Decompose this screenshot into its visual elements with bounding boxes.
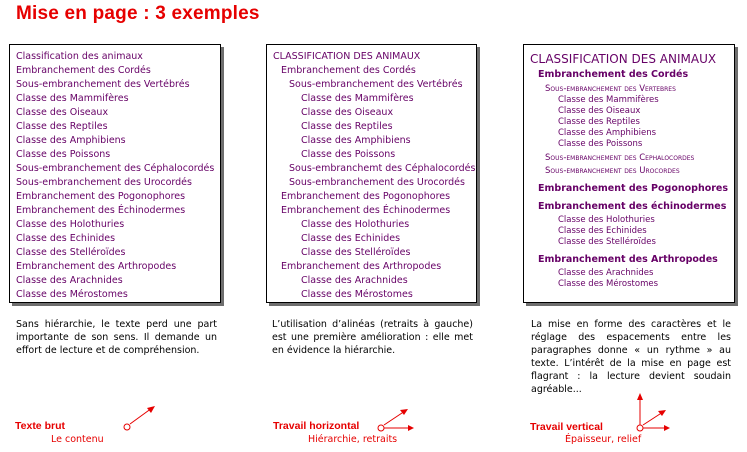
- list-item: Classe des Mérostomes: [558, 279, 659, 289]
- list-item: CLASSIFICATION DES ANIMAUX: [530, 52, 717, 66]
- list-item: Classe des Mérostomes: [301, 289, 413, 300]
- list-item: Classe des Amphibiens: [301, 135, 411, 146]
- list-item: Classe des Stelléroïdes: [558, 237, 656, 247]
- list-item: Classe des Arachnides: [16, 275, 123, 286]
- list-item: Classe des Holothuries: [558, 215, 655, 225]
- list-item: Classe des Mérostomes: [16, 289, 128, 300]
- list-item: Embranchement des Cordés: [538, 69, 689, 80]
- legend-sub-vertical: Épaisseur, relief: [565, 434, 642, 445]
- vertical-arrow-icon: [630, 390, 675, 435]
- list-item: Classe des Echinides: [16, 233, 116, 244]
- list-item: Embranchement des Échinodermes: [16, 205, 186, 216]
- list-item: Classe des Oiseaux: [558, 106, 641, 116]
- legend-sub-horizontal: Hiérarchie, retraits: [308, 434, 398, 445]
- list-item: Classe des Arachnides: [558, 268, 654, 278]
- caption-raw: Sans hiérarchie, le texte perd une part importante de son sens. Il demande un effort de lecture et de compréhension.: [16, 319, 217, 356]
- list-item: Sous-embranchement des Vertebres: [545, 84, 676, 94]
- list-item: Classe des Mammifères: [301, 93, 414, 104]
- legend-label-vertical: Travail vertical: [530, 421, 603, 433]
- list-item: Sous-embranchement des Urocordés: [16, 177, 192, 188]
- list-item: Classe des Poissons: [16, 149, 111, 160]
- list-item: Sous-embranchement des Céphalocordés: [16, 163, 215, 174]
- example-box-raw: [9, 44, 221, 303]
- indented-list: [273, 50, 476, 302]
- list-item: Embranchement des Pogonophores: [16, 191, 186, 202]
- list-item: Embranchement des Arthropodes: [16, 261, 177, 272]
- list-item: Sous-embranchement des Cephalocordes: [545, 153, 695, 163]
- horizontal-arrow-icon: [375, 400, 420, 435]
- list-item: Classe des Echinides: [301, 233, 401, 244]
- list-item: Classe des Poissons: [301, 149, 396, 160]
- list-item: Embranchement des Arthropodes: [538, 254, 718, 265]
- list-item: Classe des Stelléroïdes: [301, 247, 411, 258]
- list-item: Classe des Amphibiens: [16, 135, 126, 146]
- list-item: Sous-embranchement des Vertébrés: [289, 79, 463, 90]
- diagonal-arrow-icon: [120, 400, 160, 435]
- list-item: Embranchement des Pogonophores: [281, 191, 451, 202]
- page-title: Mise en page : 3 exemples: [16, 3, 260, 24]
- list-item: Classification des animaux: [16, 51, 143, 62]
- list-item: Sous-embranchement des Urocordés: [289, 177, 465, 188]
- list-item: Classe des Arachnides: [301, 275, 408, 286]
- example-box-horizontal: [266, 44, 477, 303]
- list-item: CLASSIFICATION DES ANIMAUX: [273, 51, 421, 62]
- caption-vertical: La mise en forme des caractères et le réglage des espacements entre les paragraphes donne « un rythme » au texte. L’intérêt de la mise en page est flagrant : la lecture devient soudain agréable...: [531, 319, 731, 395]
- list-item: Classe des Poissons: [558, 139, 643, 149]
- legend-sub-raw: Le contenu: [51, 434, 104, 445]
- list-item: Classe des Holothuries: [16, 219, 125, 230]
- list-item: Classe des Stelléroïdes: [16, 247, 126, 258]
- list-item: Classe des Echinides: [558, 226, 647, 236]
- raw-list: [16, 50, 220, 302]
- list-item: Classe des Amphibiens: [558, 128, 657, 138]
- caption-horizontal: L’utilisation d’alinéas (retraits à gauche) est une première amélioration : elle met en évidence la hiérarchie.: [272, 319, 473, 356]
- legend-label-horizontal: Travail horizontal: [273, 420, 360, 432]
- list-item: Embranchement des Cordés: [281, 65, 416, 76]
- list-item: Embranchement des échinodermes: [538, 201, 727, 212]
- list-item: Sous-embranchement des Vertébrés: [16, 79, 190, 90]
- list-item: Embranchement des Arthropodes: [281, 261, 442, 272]
- list-item: Classe des Mammifères: [558, 95, 659, 105]
- list-item: Embranchement des Pogonophores: [538, 183, 729, 194]
- list-item: Sous-embranchement des Urocordes: [545, 166, 680, 176]
- example-box-vertical: [523, 44, 735, 303]
- legend-label-raw: Texte brut: [15, 420, 65, 432]
- list-item: Classe des Oiseaux: [16, 107, 109, 118]
- list-item: Classe des Holothuries: [301, 219, 410, 230]
- list-item: Classe des Reptiles: [558, 117, 640, 127]
- list-item: Classe des Reptiles: [301, 121, 393, 132]
- list-item: Sous-embranchemt des Céphalocordés: [289, 163, 476, 174]
- list-item: Classe des Mammifères: [16, 93, 129, 104]
- list-item: Classe des Oiseaux: [301, 107, 394, 118]
- list-item: Embranchement des Cordés: [16, 65, 151, 76]
- list-item: Classe des Reptiles: [16, 121, 108, 132]
- list-item: Embranchement des Échinodermes: [281, 205, 451, 216]
